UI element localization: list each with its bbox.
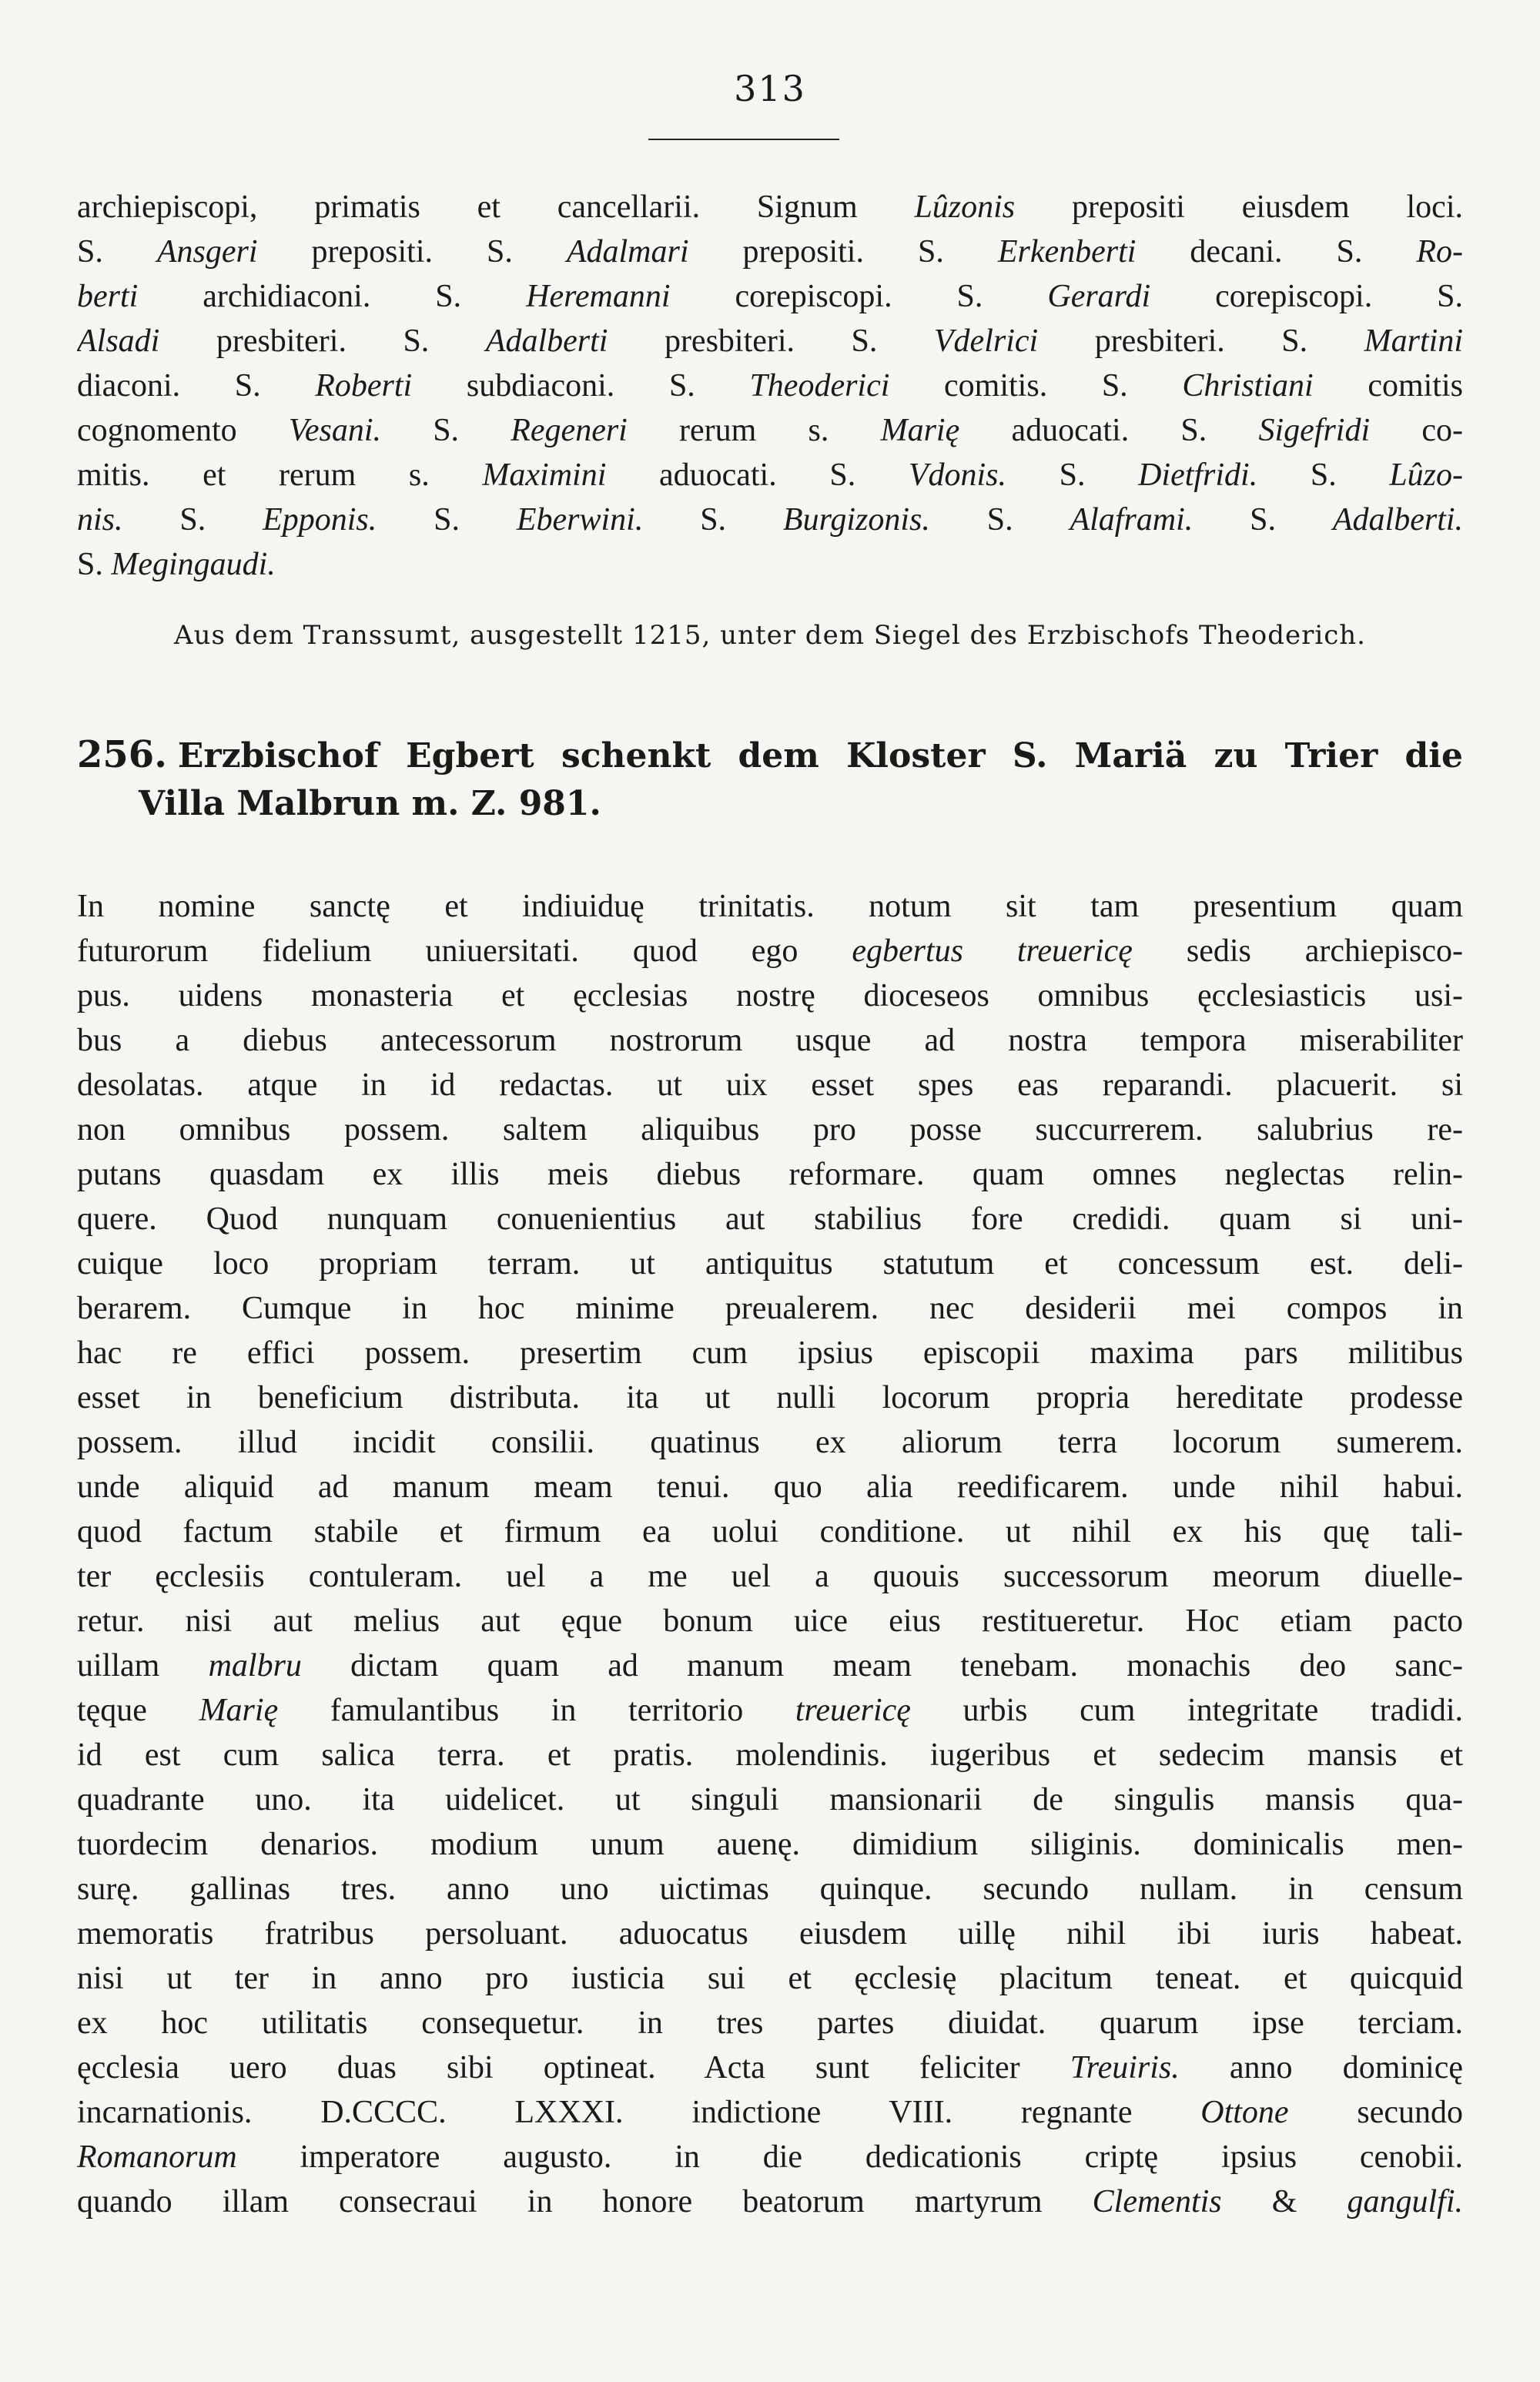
text-segment: co-	[1370, 413, 1463, 448]
text-segment: S.	[377, 502, 517, 538]
text-segment: bus a diebus antecessorum nostrorum usque ad nostra tempora miserabiliter	[77, 1023, 1463, 1058]
witness-list	[77, 185, 1463, 587]
text-segment: rerum s.	[627, 413, 881, 448]
text-segment: desolatas. atque in id redactas. ut uix esset spes eas reparandi. placuerit. si	[77, 1067, 1463, 1103]
text-segment: memoratis fratribus persoluant. aduocatus eiusdem uillę nihil ibi iuris habeat.	[77, 1916, 1463, 1951]
witness-line	[77, 542, 1463, 587]
text-segment: berarem. Cumque in hoc minime preualerem. nec desiderii mei compos in	[77, 1291, 1463, 1326]
text-segment: hac re effici possem. presertim cum ipsius episcopii maxima pars militibus	[77, 1335, 1463, 1371]
charter-line	[77, 1733, 1463, 1777]
text-segment: quadrante uno. ita uidelicet. ut singuli mansionarii de singulis mansis qua-	[77, 1782, 1463, 1817]
charter-line	[77, 2045, 1463, 2090]
text-segment: aduocati. S.	[606, 457, 909, 493]
italic-name: Alsadi	[77, 323, 160, 359]
document-number: 256.	[77, 733, 167, 776]
text-segment: comitis	[1313, 368, 1463, 404]
text-segment: corepiscopi. S.	[1150, 279, 1463, 314]
italic-name: Megingaudi.	[111, 547, 276, 582]
document-heading-line-2: Villa Malbrun m. Z. 981.	[139, 784, 601, 823]
italic-name: Martini	[1364, 323, 1463, 359]
text-segment: quod factum stabile et firmum ea uolui conditione. ut nihil ex his quę tali-	[77, 1514, 1463, 1549]
italic-name: berti	[77, 279, 139, 314]
charter-line	[77, 1509, 1463, 1554]
text-segment: S.	[929, 502, 1070, 538]
italic-name: Adalberti.	[1332, 502, 1463, 538]
italic-name: Vesani.	[288, 413, 381, 448]
charter-line	[77, 1777, 1463, 1822]
witness-line	[77, 408, 1463, 453]
italic-name: Christiani	[1182, 368, 1314, 404]
italic-name: Burgizonis.	[782, 502, 930, 538]
text-segment: ęcclesia uero duas sibi optineat. Acta sunt feliciter	[77, 2050, 1070, 2086]
italic-name: Marię	[199, 1693, 279, 1728]
italic-name: Eberwini.	[516, 502, 644, 538]
charter-line	[77, 884, 1463, 929]
charter-line	[77, 1018, 1463, 1063]
text-segment: aduocati. S.	[959, 413, 1259, 448]
charter-line	[77, 2090, 1463, 2135]
text-segment: quere. Quod nunquam conuenientius aut stabilius fore credidi. quam si uni-	[77, 1201, 1463, 1237]
italic-name: Adalberti	[485, 323, 608, 359]
text-segment: presbiteri. S.	[159, 323, 486, 359]
italic-name: Gerardi	[1047, 279, 1151, 314]
source-note: Aus dem Transsumt, ausgestellt 1215, unter dem Siegel des Erzbischofs Theoderich.	[174, 620, 1366, 651]
text-segment: ter ęcclesiis contuleram. uel a me uel a quouis successorum meorum diuelle-	[77, 1559, 1463, 1594]
witness-line	[77, 453, 1463, 498]
text-segment: archiepiscopi, primatis et cancellarii. Signum	[77, 189, 915, 225]
text-segment: tuordecim denarios. modium unum auenę. dimidium siliginis. dominicalis men-	[77, 1827, 1463, 1862]
text-segment: In nomine sanctę et indiuiduę trinitatis. notum sit tam presentium quam	[77, 889, 1463, 924]
text-segment: ex hoc utilitatis consequetur. in tres partes diuidat. quarum ipse terciam.	[77, 2005, 1463, 2041]
charter-line	[77, 2179, 1463, 2224]
document-title-line-1: Erzbischof Egbert schenkt dem Kloster S. Mariä zu Trier die	[177, 736, 1463, 776]
charter-line	[77, 2135, 1463, 2179]
text-segment: presbiteri. S.	[1038, 323, 1364, 359]
italic-name: Vdelrici	[933, 323, 1039, 359]
witness-line	[77, 363, 1463, 408]
text-segment: urbis cum integritate tradidi.	[910, 1693, 1463, 1728]
text-segment: retur. nisi aut melius aut ęque bonum uice eius restitueretur. Hoc etiam pacto	[77, 1603, 1463, 1639]
text-segment: S.	[1006, 457, 1139, 493]
text-segment: comitis. S.	[889, 368, 1183, 404]
text-segment: surę. gallinas tres. anno uno uictimas quinque. secundo nullam. in censum	[77, 1871, 1463, 1907]
text-segment: esset in beneficium distributa. ita ut nulli locorum propria hereditate prodesse	[77, 1380, 1463, 1415]
italic-name: treuericę	[795, 1693, 911, 1728]
text-segment: putans quasdam ex illis meis diebus reformare. quam omnes neglectas relin-	[77, 1157, 1463, 1192]
text-segment: prepositi. S.	[257, 234, 567, 270]
charter-line	[77, 1241, 1463, 1286]
italic-name: Sigefridi	[1258, 413, 1371, 448]
text-segment: futurorum fidelium uniuersitati. quod ego	[77, 933, 852, 969]
italic-name: Erkenberti	[997, 234, 1137, 270]
charter-text	[77, 884, 1463, 2224]
text-segment: corepiscopi. S.	[670, 279, 1048, 314]
italic-name: Epponis.	[263, 502, 377, 538]
italic-name: Maximini	[482, 457, 607, 493]
text-segment: id est cum salica terra. et pratis. molendinis. iugeribus et sedecim mansis et	[77, 1737, 1463, 1773]
italic-name: Roberti	[315, 368, 413, 404]
text-segment: S.	[1193, 502, 1333, 538]
document-heading	[77, 730, 1463, 829]
text-segment: incarnationis. D.CCCC. LXXXI. indictione VIII. regnante	[77, 2095, 1201, 2130]
italic-name: egbertus treuericę	[852, 933, 1133, 969]
text-segment: decani. S.	[1136, 234, 1417, 270]
text-segment: secundo	[1288, 2095, 1463, 2130]
charter-line	[77, 1822, 1463, 1867]
charter-line	[77, 1420, 1463, 1465]
charter-line	[77, 929, 1463, 973]
italic-name: Ro-	[1416, 234, 1463, 270]
text-segment: pus. uidens monasteria et ęcclesias nostrę dioceseos omnibus ęcclesiasticis usi-	[77, 978, 1463, 1013]
text-segment: S.	[643, 502, 783, 538]
text-segment: dictam quam ad manum meam tenebam. monachis deo sanc-	[301, 1648, 1463, 1683]
text-segment: S.	[122, 502, 263, 538]
text-segment: S.	[77, 234, 157, 270]
italic-name: Treuiris.	[1070, 2050, 1180, 2086]
text-segment: S.	[1257, 457, 1390, 493]
italic-name: Ansgeri	[156, 234, 258, 270]
charter-line	[77, 1688, 1463, 1733]
text-segment: anno dominicę	[1179, 2050, 1463, 2086]
charter-line	[77, 1107, 1463, 1152]
text-segment: nisi ut ter in anno pro iusticia sui et ęcclesię placitum teneat. et quicquid	[77, 1961, 1463, 1996]
text-segment: sedis archiepisco-	[1132, 933, 1463, 969]
charter-line	[77, 1554, 1463, 1599]
charter-line	[77, 1063, 1463, 1107]
witness-line	[77, 498, 1463, 542]
text-segment: archidiaconi. S.	[138, 279, 527, 314]
italic-name: nis.	[77, 502, 123, 538]
italic-name: Marię	[880, 413, 960, 448]
italic-name: malbru	[208, 1648, 302, 1683]
charter-line	[77, 1331, 1463, 1375]
italic-name: Vdonis.	[908, 457, 1006, 493]
text-segment: prepositi eiusdem loci.	[1015, 189, 1463, 225]
text-segment: S.	[380, 413, 511, 448]
italic-name: gangulfi.	[1347, 2184, 1463, 2220]
page-number: 313	[734, 68, 806, 109]
charter-line	[77, 1867, 1463, 1911]
text-segment: tęque	[77, 1693, 199, 1728]
charter-line	[77, 973, 1463, 1018]
text-segment: famulantibus in territorio	[278, 1693, 795, 1728]
italic-name: Alaframi.	[1070, 502, 1194, 538]
charter-line	[77, 2001, 1463, 2045]
text-segment: subdiaconi. S.	[412, 368, 750, 404]
witness-line	[77, 229, 1463, 274]
italic-name: Heremanni	[526, 279, 671, 314]
italic-name: Dietfridi.	[1138, 457, 1258, 493]
text-segment: quando illam consecraui in honore beatorum martyrum	[77, 2184, 1093, 2220]
witness-line	[77, 185, 1463, 229]
italic-name: Lûzo-	[1389, 457, 1463, 493]
text-segment: diaconi. S.	[77, 368, 316, 404]
text-segment: &	[1221, 2184, 1348, 2220]
charter-line	[77, 1911, 1463, 1956]
charter-line	[77, 1152, 1463, 1197]
italic-name: Theoderici	[749, 368, 890, 404]
text-segment: cognomento	[77, 413, 289, 448]
text-segment: imperatore augusto. in die dedicationis criptę ipsius cenobii.	[236, 2139, 1463, 2175]
page-number-rule	[648, 139, 839, 140]
charter-line	[77, 1643, 1463, 1688]
text-segment: S.	[77, 547, 112, 582]
text-segment: cuique loco propriam terram. ut antiquitus statutum et concessum est. deli-	[77, 1246, 1463, 1281]
italic-name: Adalmari	[566, 234, 689, 270]
text-segment: possem. illud incidit consilii. quatinus ex aliorum terra locorum sumerem.	[77, 1425, 1463, 1460]
text-segment: prepositi. S.	[688, 234, 998, 270]
charter-line	[77, 1375, 1463, 1420]
witness-line	[77, 274, 1463, 319]
text-segment: presbiteri. S.	[608, 323, 934, 359]
italic-name: Clementis	[1092, 2184, 1222, 2220]
italic-name: Regeneri	[511, 413, 628, 448]
italic-name: Romanorum	[77, 2139, 237, 2175]
text-segment: non omnibus possem. saltem aliquibus pro posse succurrerem. salubrius re-	[77, 1112, 1463, 1147]
italic-name: Lûzonis	[914, 189, 1016, 225]
text-segment: uillam	[77, 1648, 209, 1683]
italic-name: Ottone	[1200, 2095, 1289, 2130]
witness-line	[77, 319, 1463, 363]
text-segment: mitis. et rerum s.	[77, 457, 483, 493]
charter-line	[77, 1197, 1463, 1241]
charter-line	[77, 1599, 1463, 1643]
charter-line	[77, 1465, 1463, 1509]
text-segment: unde aliquid ad manum meam tenui. quo alia reedificarem. unde nihil habui.	[77, 1469, 1463, 1505]
charter-line	[77, 1286, 1463, 1331]
charter-line	[77, 1956, 1463, 2001]
document-heading-line-1	[77, 730, 1463, 779]
